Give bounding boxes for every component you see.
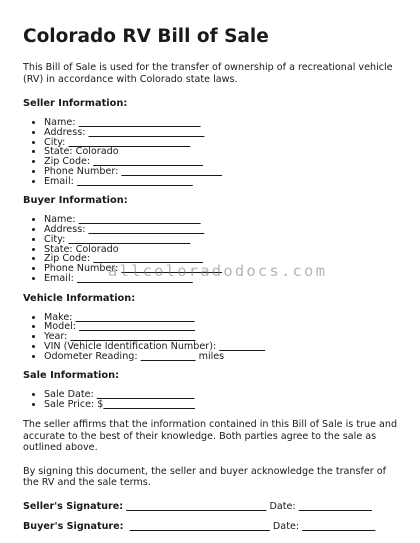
sale-list: [23, 390, 403, 410]
field-label: State: Colorado: [44, 243, 119, 255]
intro-paragraph: This Bill of Sale is used for the transfer of ownership of a recreational vehicle (RV) in accordance with Colorado state laws.: [23, 62, 393, 85]
field-label: Odometer Reading:: [44, 350, 141, 362]
site-watermark: allcoloradodocs.com: [108, 262, 328, 280]
unit-label: miles: [195, 350, 225, 362]
signature-blank: [130, 521, 270, 532]
field-label: VIN (Vehicle Identification Number):: [44, 340, 220, 352]
field-label: Zip Code:: [44, 156, 94, 168]
seller-signature-line: [23, 501, 403, 513]
vehicle-heading: Vehicle Information:: [23, 292, 136, 304]
field-label: Name:: [44, 117, 79, 129]
blank-line: [141, 351, 196, 362]
field-label: Address:: [44, 126, 89, 138]
blank-line: [77, 176, 193, 187]
field-label: Email:: [44, 272, 77, 284]
affirmation-paragraph: The seller affirms that the information contained in this Bill of Sale is true and accurate to the best of their knowledge. Both parties agree to the sale as outlined above.: [23, 418, 398, 454]
field-label: Sale Date:: [44, 389, 97, 401]
field-label: Year:: [44, 331, 71, 343]
vehicle-odometer-field: [44, 352, 403, 362]
blank-line: [219, 341, 265, 352]
date-blank: [302, 521, 375, 532]
field-label: City:: [44, 136, 69, 148]
field-label: Phone Number:: [44, 165, 122, 177]
signature-blank: [126, 501, 266, 512]
field-label: Phone Number:: [44, 263, 122, 275]
bill-of-sale-document: [23, 26, 403, 541]
blank-line: [103, 399, 195, 410]
document-title: Colorado RV Bill of Sale: [23, 26, 269, 47]
signature-label: Seller's Signature:: [23, 500, 124, 512]
field-label: City:: [44, 233, 69, 245]
date-label: Date:: [266, 500, 299, 512]
signature-label: Buyer's Signature:: [23, 520, 124, 532]
sale-heading: Sale Information:: [23, 370, 120, 382]
field-label: State: Colorado: [44, 146, 119, 158]
date-blank: [299, 501, 372, 512]
field-label: Email:: [44, 175, 77, 187]
field-label: Make:: [44, 311, 76, 323]
date-label: Date:: [269, 520, 303, 532]
field-label: Name:: [44, 214, 79, 226]
field-label: Zip Code:: [44, 253, 94, 265]
seller-email-field: [44, 177, 403, 187]
field-label: Sale Price: $: [44, 399, 104, 411]
vehicle-list: [23, 313, 403, 362]
seller-list: [23, 118, 403, 186]
sale-price-field: [44, 400, 403, 410]
buyer-heading: Buyer Information:: [23, 195, 128, 207]
buyer-signature-line: [23, 521, 403, 533]
field-label: Address:: [44, 224, 89, 236]
acknowledgment-paragraph: By signing this document, the seller and buyer acknowledge the transfer of the RV and the sale terms.: [23, 465, 387, 489]
seller-heading: Seller Information:: [23, 98, 128, 110]
field-label: Model:: [44, 321, 80, 333]
